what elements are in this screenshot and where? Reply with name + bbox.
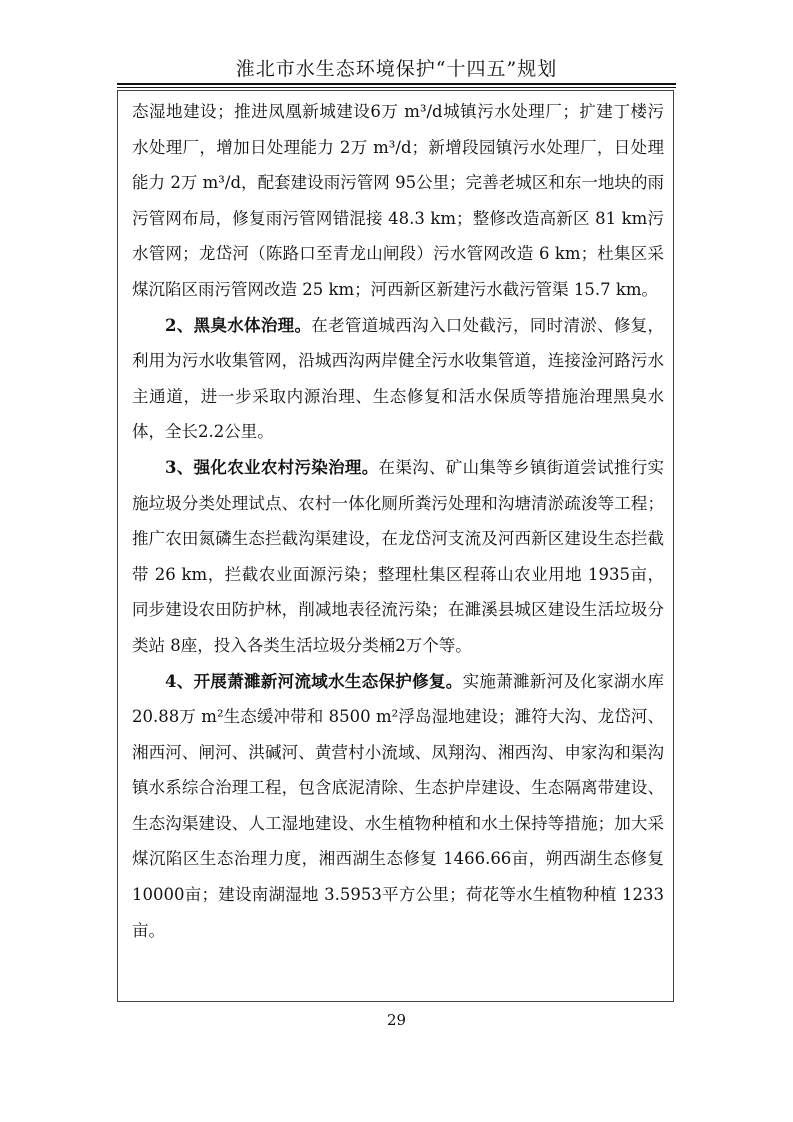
header-rule-thin <box>117 87 676 88</box>
paragraph-continuation <box>132 94 664 308</box>
paragraph-heading: 3、强化农业农村污染治理。 <box>165 457 379 477</box>
paragraph-black-odorous-water <box>132 308 664 450</box>
paragraph-rural-pollution <box>132 450 664 664</box>
paragraph-text: 态湿地建设；推进凤凰新城建设6万 m³/d城镇污水处理厂；扩建丁楼污水处理厂，增加日处理能力 2万 m³/d；新增段园镇污水处理厂，日处理能力 2万 m³/d，配套建设雨污管网 95公里；完善老城区和东一地块的雨污管网布局，修复雨污管网错混接 48.3 km；整修改造高新区 81 km污水管网；龙岱河（陈路口至青龙山闸段）污水管网改造 6 km；杜集区采煤沉陷区雨污管网改造 25 km；河西新区新建污水截污管渠 15.7 km。 <box>132 102 664 299</box>
paragraph-heading: 2、黑臭水体治理。 <box>165 315 312 335</box>
header-title: 淮北市水生态环境保护“十四五”规划 <box>235 58 558 80</box>
paragraph-river-restoration <box>132 664 664 949</box>
page-number: 29 <box>386 1011 407 1029</box>
paragraph-text: 实施萧濉新河及化家湖水库 20.88万 m²生态缓冲带和 8500 m²浮岛湿地建设；濉符大沟、龙岱河、湘西河、闸河、洪碱河、黄营村小流域、凤翔沟、湘西沟、申家沟和渠沟镇水系综合治理工程，包含底泥清除、生态护岸建设、生态隔离带建设、生态沟渠建设、人工湿地建设、水生植物种植和水土保持等措施；加大采煤沉陷区生态治理力度，湘西湖生态修复 1466.66亩，朔西湖生态修复 10000亩；建设南湖湿地 3.5953平方公里；荷花等水生植物种植 1233亩。 <box>132 671 664 940</box>
header-rule-thick <box>117 83 676 85</box>
body-text <box>132 94 664 948</box>
paragraph-text: 在渠沟、矿山集等乡镇街道尝试推行实施垃圾分类处理试点、农村一体化厕所粪污处理和沟塘清淤疏浚等工程；推广农田氮磷生态拦截沟渠建设，在龙岱河支流及河西新区建设生态拦截带 26 km，拦截农业面源污染；整理杜集区程蒋山农业用地 1935亩，同步建设农田防护林，削减地表径流污染；在濉溪县城区建设生活垃圾分类站 8座，投入各类生活垃圾分类桶2万个等。 <box>132 457 665 655</box>
paragraph-heading: 4、开展萧濉新河流域水生态保护修复。 <box>165 671 463 691</box>
paragraph-text: 在老管道城西沟入口处截污，同时清淤、修复，利用为污水收集管网，沿城西沟两岸健全污水收集管道，连接淦河路污水主通道，进一步采取内源治理、生态修复和活水保质等措施治理黑臭水体，全长2.2公里。 <box>132 315 664 442</box>
